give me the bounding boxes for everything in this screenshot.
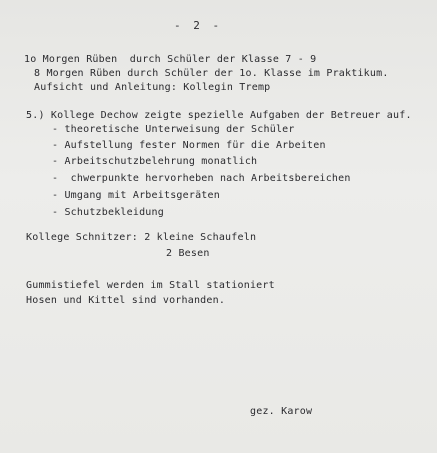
bullet-item: - theoretische Unterweisung der Schüler	[52, 124, 295, 135]
schnitzer-line-2: 2 Besen	[166, 248, 210, 259]
bullet-item: - Arbeitschutzbelehrung monatlich	[52, 156, 258, 167]
gear-line-2: Hosen und Kittel sind vorhanden.	[26, 295, 226, 306]
page-number: - 2 -	[174, 19, 223, 32]
bullet-item: - Aufstellung fester Normen für die Arbeiten	[52, 140, 326, 151]
bullet-item: - Schutzbekleidung	[52, 207, 164, 218]
intro-line-1: 1o Morgen Rüben durch Schüler der Klasse 7 - 9	[24, 54, 317, 65]
bullet-item: - chwerpunkte hervorheben nach Arbeitsbereichen	[52, 173, 351, 184]
section-heading: 5.) Kollege Dechow zeigte spezielle Aufgaben der Betreuer auf.	[26, 110, 412, 121]
intro-line-3: Aufsicht und Anleitung: Kollegin Tremp	[34, 82, 271, 93]
signature: gez. Karow	[250, 406, 313, 417]
gear-line-1: Gummistiefel werden im Stall stationiert	[26, 280, 275, 291]
bullet-item: - Umgang mit Arbeitsgeräten	[52, 190, 220, 201]
schnitzer-line-1: Kollege Schnitzer: 2 kleine Schaufeln	[26, 232, 257, 243]
intro-line-2: 8 Morgen Rüben durch Schüler der 1o. Klasse im Praktikum.	[34, 68, 389, 79]
